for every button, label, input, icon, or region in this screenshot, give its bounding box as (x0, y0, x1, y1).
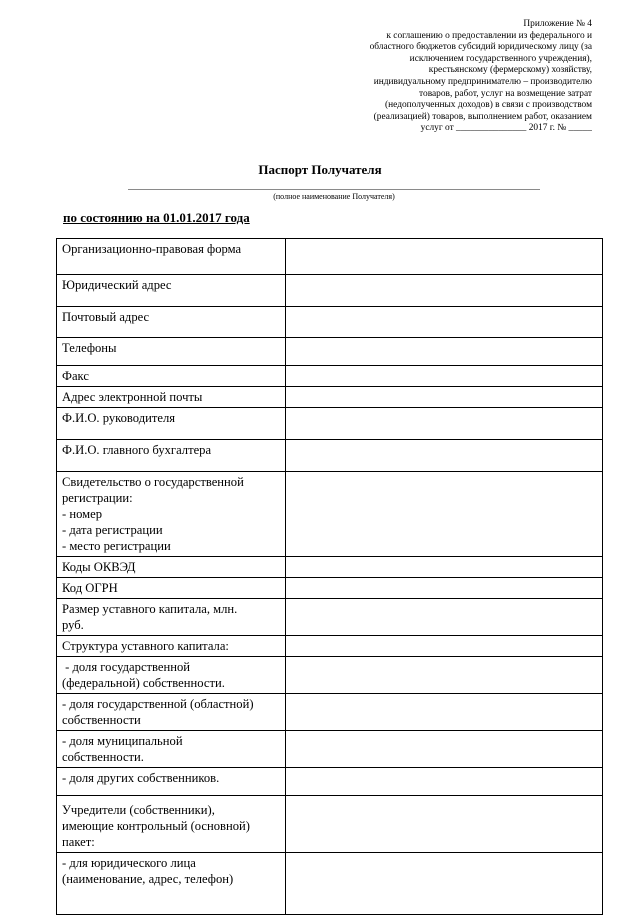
table-row (57, 557, 603, 578)
table-row (57, 408, 603, 440)
appendix-line: (реализацией) товаров, выполнением работ, оказанием (373, 111, 592, 122)
table-row (57, 768, 603, 796)
label-line: - номер (62, 507, 102, 521)
row-value[interactable] (286, 694, 603, 731)
table-row (57, 366, 603, 387)
row-label (57, 366, 286, 387)
label-line: Телефоны (62, 341, 117, 355)
label-line: Юридический адрес (62, 278, 172, 292)
row-label (57, 853, 286, 915)
label-line: (наименование, адрес, телефон) (62, 872, 234, 886)
row-label (57, 768, 286, 796)
table-row (57, 694, 603, 731)
label-line: Код ОГРН (62, 581, 118, 595)
table-row (57, 636, 603, 657)
row-label (57, 796, 286, 853)
row-value[interactable] (286, 796, 603, 853)
table-row (57, 578, 603, 599)
row-value[interactable] (286, 408, 603, 440)
label-line: Коды ОКВЭД (62, 560, 136, 574)
recipient-name-line (128, 189, 540, 190)
appendix-line: к соглашению о предоставлении из федерального и (386, 30, 592, 41)
row-label (57, 275, 286, 307)
table-row (57, 657, 603, 694)
row-label (57, 731, 286, 768)
appendix-line: индивидуальному предпринимателю – производителю (373, 76, 592, 87)
row-value[interactable] (286, 338, 603, 366)
appendix-line: исключением государственного учреждения), (409, 53, 592, 64)
label-line: Организационно-правовая форма (62, 242, 242, 256)
table-row (57, 275, 603, 307)
label-line: имеющие контрольный (основной) (62, 819, 250, 833)
appendix-header (324, 19, 592, 135)
appendix-line: товаров, работ, услуг на возмещение затрат (419, 88, 592, 99)
row-value[interactable] (286, 307, 603, 338)
label-line: - дата регистрации (62, 523, 163, 537)
row-label (57, 599, 286, 636)
table-row (57, 307, 603, 338)
label-line: - место регистрации (62, 539, 171, 553)
row-label (57, 387, 286, 408)
appendix-line: Приложение № 4 (523, 19, 592, 29)
row-label (57, 472, 286, 557)
label-line: Ф.И.О. руководителя (62, 411, 176, 425)
appendix-line: областного бюджетов субсидий юридическому лицу (за (369, 42, 592, 53)
table-row (57, 338, 603, 366)
label-line: Структура уставного капитала: (62, 639, 229, 653)
row-value[interactable] (286, 472, 603, 557)
label-line: Свидетельство о государственной (62, 475, 244, 489)
row-label (57, 338, 286, 366)
row-value[interactable] (286, 853, 603, 915)
row-value[interactable] (286, 440, 603, 472)
passport-table (56, 238, 603, 915)
row-label (57, 408, 286, 440)
row-value[interactable] (286, 578, 603, 599)
label-line: руб. (62, 618, 84, 632)
label-line: регистрации: (62, 491, 133, 505)
row-value[interactable] (286, 768, 603, 796)
table-row (57, 472, 603, 557)
table-row (57, 239, 603, 275)
row-value[interactable] (286, 599, 603, 636)
label-line: собственности (62, 713, 141, 727)
label-line: Размер уставного капитала, млн. (62, 602, 238, 616)
label-line: - доля государственной (областной) (62, 697, 254, 711)
row-value[interactable] (286, 731, 603, 768)
row-value[interactable] (286, 366, 603, 387)
row-label (57, 657, 286, 694)
row-label (57, 557, 286, 578)
document-title: Паспорт Получателя (258, 162, 382, 177)
label-line: - доля государственной (62, 660, 191, 674)
row-value[interactable] (286, 239, 603, 275)
table-row (57, 731, 603, 768)
row-value[interactable] (286, 557, 603, 578)
row-value[interactable] (286, 636, 603, 657)
appendix-line: (недополученных доходов) в связи с производством (385, 100, 592, 111)
row-label (57, 694, 286, 731)
row-value[interactable] (286, 657, 603, 694)
label-line: (федеральной) собственности. (62, 676, 225, 690)
label-line: Почтовый адрес (62, 310, 150, 324)
label-line: Факс (62, 369, 89, 383)
label-line: - доля других собственников. (62, 771, 220, 785)
table-row (57, 387, 603, 408)
appendix-line: крестьянскому (фермерскому) хозяйству, (428, 65, 592, 76)
row-value[interactable] (286, 275, 603, 307)
table-row (57, 599, 603, 636)
label-line: Ф.И.О. главного бухгалтера (62, 443, 212, 457)
table-row (57, 796, 603, 853)
row-label (57, 578, 286, 599)
appendix-line: услуг от _______________ 2017 г. № _____ (420, 123, 592, 134)
row-label (57, 307, 286, 338)
label-line: собственности. (62, 750, 144, 764)
recipient-name-caption: (полное наименование Получателя) (273, 192, 395, 201)
row-label (57, 440, 286, 472)
row-label (57, 239, 286, 275)
table-row (57, 440, 603, 472)
table-row (57, 853, 603, 915)
label-line: Учредители (собственники), (62, 803, 215, 817)
label-line: пакет: (62, 835, 95, 849)
row-value[interactable] (286, 387, 603, 408)
as-of-date-heading: по состоянию на 01.01.2017 года (63, 210, 250, 225)
label-line: - для юридического лица (62, 856, 196, 870)
label-line: Адрес электронной почты (62, 390, 203, 404)
row-label (57, 636, 286, 657)
label-line: - доля муниципальной (62, 734, 183, 748)
